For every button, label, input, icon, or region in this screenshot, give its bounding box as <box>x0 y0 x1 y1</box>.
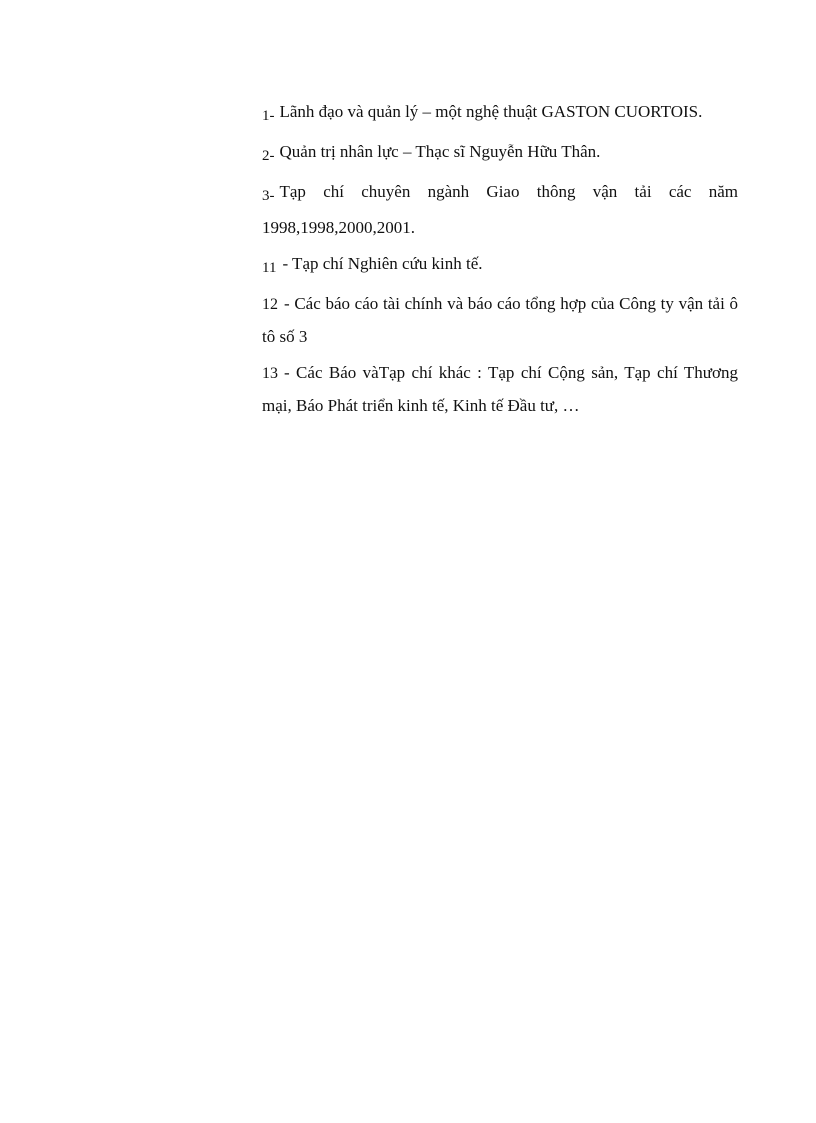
reference-number: 1- <box>262 108 275 124</box>
reference-text: - Tạp chí Nghiên cứu kinh tế. <box>282 254 483 273</box>
reference-number: 12 <box>262 296 278 313</box>
reference-number: 13 <box>262 365 278 382</box>
reference-text: Tạp chí chuyên ngành Giao thông vận tải các năm 1998,1998,2000,2001. <box>262 182 738 237</box>
reference-number: 2- <box>262 148 275 164</box>
reference-item-3 <box>262 176 738 244</box>
reference-list <box>262 96 738 426</box>
reference-item-2 <box>262 136 738 172</box>
reference-item-11 <box>262 248 738 284</box>
reference-number: 3- <box>262 188 275 204</box>
reference-text: Lãnh đạo và quản lý – một nghệ thuật GASTON CUORTOIS. <box>279 102 703 121</box>
reference-text: - Các báo cáo tài chính và báo cáo tổng hợp của Công ty vận tải ô tô số 3 <box>262 294 738 346</box>
reference-text: Quản trị nhân lực – Thạc sĩ Nguyễn Hữu Thân. <box>279 142 601 161</box>
reference-text: - Các Báo vàTạp chí khác : Tạp chí Cộng sản, Tạp chí Thương mại, Báo Phát triển kinh tế, Kinh tế Đầu tư, … <box>262 363 738 415</box>
reference-item-12 <box>262 288 738 353</box>
reference-item-1 <box>262 96 738 132</box>
reference-item-13 <box>262 357 738 422</box>
reference-number: 11 <box>262 260 277 276</box>
